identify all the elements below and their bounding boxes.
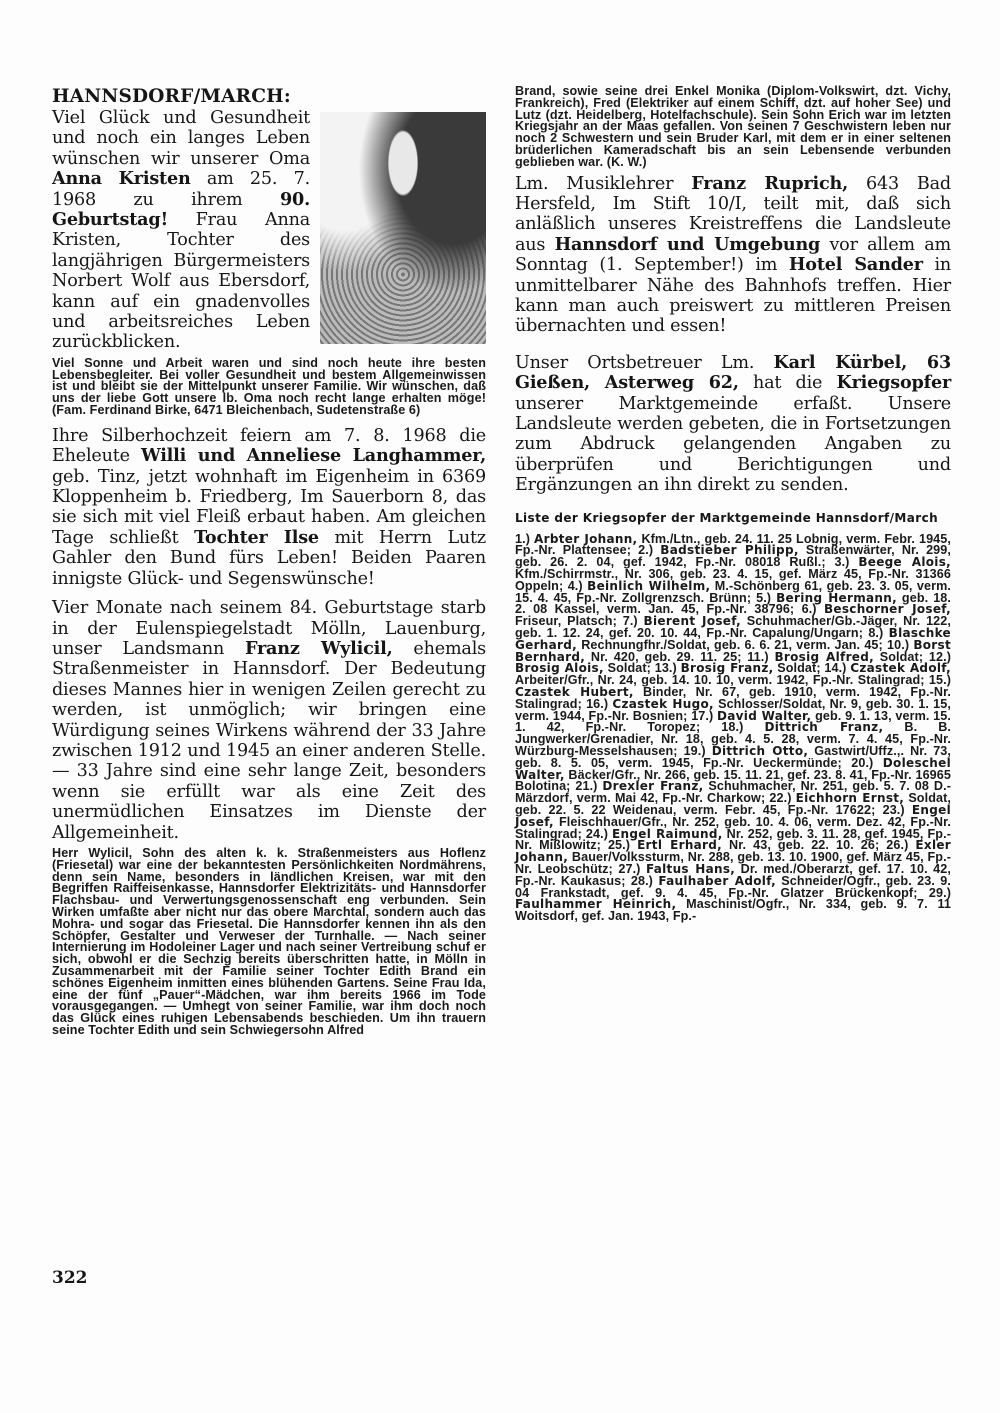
victim-number: 22.) [769,791,796,806]
victim-details: Bauer/Volkssturm, Nr. 288, geb. 13. 10. 1900, gef. März 45, Fp.-Nr. Leobschütz; [515,850,951,876]
victim-details: Nr. 252, geb. 3. 11. 28, gef. 1945, Fp.-Nr. Mißlowitz; [515,826,951,853]
birthday-text: Viel Glück und Gesundheit und noch ein langes Leben wünschen wir unserer Oma Anna Kristen am 25. 7. 1968 zu ihrem 90. Geburtstag! Frau Anna Kristen, Tochter des langjährigen Bürgermeisters Norbert Wolf aus Ebersdorf, kann auf ein gnadenvolles und arbeitsreiches Leben zurückblicken. [52,108,311,353]
name-franz-wylicil: Franz Wylicil, [245,637,393,659]
victim-name: Bering Hermann, [776,590,897,605]
obituary-article: Vier Monate nach seinem 84. Geburtstage starb in der Eulenspiegelstadt Mölln, Lauenburg, unser Landsmann Franz Wylicil, ehemals Straßenmeister in Hannsdorf. Der Bedeutung dieses Mannes hier in wenigen Zeilen gerecht zu werden, ist unmöglich; wir bringen eine Würdigung seines Wirkens während der 33 Jahre zwischen 1912 und 1945 an einer anderen Stelle. — 33 Jahre sind eine sehr lange Zeit, besonders wenn sie erfüllt war als eine Zeit des unermüdlichen Einsatzes im Dienste der Allgemeinheit. [52,598,486,843]
victim-number: 19.) [683,744,712,759]
victim-number: 26.) [886,838,916,853]
silver-wedding-article: Ihre Silberhochzeit feiern am 7. 8. 1968 die Eheleute Willi und Anneliese Langhammer, geb. Tinz, jetzt wohnhaft im Eigenheim in 6369 Kloppenheim b. Friedberg, Im Sauerborn 8, das sie sich mit viel Fleiß erbaut haben. Am gleichen Tage schließt Tochter Ilse mit Herrn Lutz Gahler den Bund fürs Leben! Beiden Paaren innigste Glück- und Segenswünsche! [52,425,487,589]
victim-details: geb. 18. 2. 08 Kassel, verm. Jan. 45, Fp.-Nr. 38796; [515,590,952,617]
victim-name: Eichhorn Ernst, [795,791,905,806]
victim-name: Faltus Hans, [645,861,736,876]
victim-name: Brosig Alfred, [774,649,874,664]
section-heading: HANNSDORF/MARCH: [52,86,291,107]
victim-details: Schuhmacher/Gb.-Jäger, Nr. 122, geb. 1. 12. 24, gef. 20. 10. 44, Fp.-Nr. Capalung/Ungarn; [515,614,951,641]
victim-details: Maschinist/Ogfr., Nr. 334, geb. 9. 7. 11 Woitsdorf, gef. Jan. 1943, Fp.- [515,897,951,924]
victim-number: 1.) [515,531,535,546]
war-victims-notice: Unser Ortsbetreuer Lm. Karl Kürbel, 63 Gießen, Asterweg 62, hat die Kriegsopfer unserer Marktgemeinde erfaßt. Unsere Landsleute werden gebeten, die in Fortsetzungen zum Abdruck gelangenden Angaben zu überprüfen und Berichtigungen und Ergänzungen an ihn direkt zu senden. [515,351,952,496]
victims-list-title: Liste der Kriegsopfer der Marktgemeinde Hannsdorf/March [515,510,939,525]
victim-details: Rechnungfhr./Soldat, geb. 6. 6. 21, verm. Jan. 45; [577,637,888,652]
victim-details: Soldat; [603,661,655,676]
victim-number: 18.) [721,720,765,735]
victim-number: 5.) [756,590,777,605]
victim-details: Nr. 420, geb. 29. 11. 25; [585,649,748,664]
victim-details: Schlosser/Soldat, Nr. 9, geb. 30. 1. 15, verm. 1944, Fp.-Nr. Bosnien; [515,696,951,723]
victim-number: 10.) [887,637,914,652]
victim-name: Ertl Erhard, [637,838,723,853]
victim-name: Blaschke Gerhard, [515,626,951,652]
victim-number: 16.) [586,696,613,711]
victim-name: Czastek Hugo, [612,696,714,711]
page-number: 322 [52,1268,88,1288]
victim-name: Beschorner Josef, [823,602,951,617]
victim-number: 25.) [607,838,638,853]
victim-number: 24.) [585,826,613,841]
victim-details: Kfm./Ltn., geb. 24. 11. 25 Lobnig, verm. Febr. 1945, Fp.-Nr. Plattensee; [515,531,951,558]
victim-number: 3.) [834,555,859,570]
victim-name: Czastek Adolf, [850,661,952,676]
victim-details: Gastwirt/Uffz.,. Nr. 73, geb. 8. 5. 05, verm. 1945, Fp.-Nr. Ueckermünde; [515,744,952,770]
victim-name: Engel Raimund, [612,826,723,841]
victim-number: 28.) [630,873,659,888]
name-karl-kuerbel: Karl Kürbel, 63 Gießen, Asterweg 62, [515,351,951,394]
kriegsopfer-highlight: Kriegsopfer [836,372,952,394]
victim-details: Arbeiter/Gfr., Nr. 24, geb. 14. 10. 10, verm. 1942, Fp.-Nr. Stalingrad; [515,673,929,688]
left-column [52,86,486,1037]
victim-number: 13.) [654,661,681,676]
victim-name: Faulhaber Adolf, [658,873,776,888]
victim-number: 8.) [868,626,889,641]
victim-number: 12.) [928,649,952,664]
victim-number: 21.) [575,779,603,794]
victim-number: 20.) [851,755,883,770]
victim-number: 29.) [928,885,951,900]
hannsdorf-umgebung: Hannsdorf und Umgebung [554,233,821,255]
victim-name: Badstieber Philipp, [660,543,799,558]
victims-list [515,531,952,924]
birthday-small-text: Viel Sonne und Arbeit waren und sind noch heute ihre besten Lebensbegleiter. Bei voller Gesundheit und bestem Allgemeinwissen ist und bleibt sie der Mittelpunkt unserer Familie. Wir wünschen, daß uns der liebe Gott unsere lb. Oma noch recht lange erhalten möge! (Fam. Ferdinand Birke, 6471 Bleichenbach, Sudetenstraße 6) [52,355,486,418]
victim-details: Nr. 43, geb. 22. 10. 26; [722,838,887,853]
obituary-small-text: Herr Wylicil, Sohn des alten k. k. Straßenmeisters aus Hoflenz (Friesetal) war eine der bekanntesten Persönlichkeiten Nordmährens, denn sein Name, besonders in ländlichen Kreisen, war mit den Begriffen Raiffeisenkasse, Hannsdorfer Elektrizitäts- und Hannsdorfer Flachsbau- und Verwertungsgenossenschaft eng verbunden. Sein Wirken umfaßte aber nicht nur das obere Marchtal, sondern auch das Mohra- und sogar das Friesetal. Die Hannsdorfer kennen ihn als den Schöpfer, Gestalter und Verweser der Turnhalle. — Nach seiner Internierung im Hodoleiner Lager und nach seiner Vertreibung schuf er sich, obwohl er die Sechzig bereits überschritten hatte, in Mölln in Zusammenarbeit mit der Familie seiner Tochter Edith Brand ein schönes Eigenheim inmitten eines blühenden Gartens. Seine Frau Ida, eine der fünf „Pauer“-Mädchen, war ihm bereits 1966 im Tode vorausgegangen. — Umhegt von seiner Familie, war ihm doch noch das Glück eines ruhigen Lebensabends beschieden. Um ihn trauern seine Tochter Edith und sein Schwiegersohn Alfred [52,845,486,1037]
victim-number: 2.) [638,543,661,558]
birthday-highlight: 90. Geburtstag! [52,188,310,231]
victim-number: 7.) [622,614,644,629]
victim-number: 6.) [801,602,824,617]
victim-details: M.-Schönberg 61, geb. 23. 3. 05, verm. 15. 4. 45, Fp.-Nr. Zollgrenzsch. Brünn; [515,578,951,605]
obituary-continuation: Brand, sowie seine drei Enkel Monika (Diplom-Volkswirt, dzt. Vichy, Frankreich), Fred (Elektriker auf einem Schiff, dzt. auf hoher See) und Lutz (dzt. Heidelberg, Hotelfachschule). Sein Sohn Erich war im letzten Kriegsjahr an der Maas gefallen. Von seinen 7 Geschwistern leben nur noch 2 Schwestern und sein Bruder Karl, mit dem er in einer seltenen brüderlichen Kameradschaft bis an sein Lebensende verbunden geblieben war. (K. W.) [515,84,951,169]
birthday-article [52,108,486,353]
victim-number: 15.) [928,673,951,688]
victim-name: Drexler Franz, [602,779,704,794]
victim-details: Kfm./Schirrmstr., Nr. 306, geb. 23. 4. 15, gef. März 45, Fp.-Nr. 31366 Oppeln; [515,567,951,593]
name-anna-kristen: Anna Kristen [52,168,191,190]
victim-details: Straßenwärter, Nr. 299, geb. 26. 2. 04, gef. 1942, Fp.-Nr. 08018 Rußl.; [515,543,951,570]
victim-details: B. B. Jungwerker/Grenadier, Nr. 18, geb. 4. 5. 28, verm. 7. 4. 45, Fp.-Nr. Würzburg-Messelshausen; [515,720,951,759]
victim-name: Dittrich Franz, [764,720,884,735]
victim-name: Faulhammer Heinrich, [515,897,677,912]
victim-number: 4.) [567,578,588,593]
hotel-sander: Hotel Sander [788,254,923,276]
victim-number: 14.) [824,661,851,676]
victim-name: Beege Alois, [858,555,951,570]
victim-details: Soldat; [773,661,825,676]
victim-name: Doleschel Walter, [515,755,951,782]
portrait-photo [320,112,486,344]
victim-details: Schuhmacher, Nr. 251, geb. 5. 7. 08 D.-Märzdorf, verm. Mai 42, Fp.-Nr. Charkow; [515,779,951,806]
victim-name: Exler Johann, [515,838,952,865]
meeting-notice: Lm. Musiklehrer Franz Ruprich, 643 Bad Hersfeld, Im Stift 10/I, teilt mit, daß sich anläßlich unseres Kreistreffens die Landsleute aus Hannsdorf und Umgebung vor allem am Sonntag (1. September!) im Hotel Sander in unmittelbarer Nähe des Bahnhofs treffen. Hier kann man auch preiswert zu mittleren Preisen übernachten und essen! [515,172,951,337]
victim-name: Bierent Josef, [643,614,741,629]
victim-details: Dr. med./Oberarzt, gef. 17. 10. 42, Fp.-Nr. Kaukasus; [515,861,951,888]
victim-number: 23.) [882,803,912,817]
victim-name: Borst Bernhard, [515,637,951,664]
victim-details: Soldat; [873,649,929,664]
victim-name: Beinlich Wilhelm, [587,578,711,593]
name-langhammer: Willi und Anneliese Langhammer, [140,445,487,467]
victim-number: 27.) [618,861,646,876]
victim-name: David Walter, [717,708,812,723]
victim-name: Brosig Alois, [515,661,604,676]
victim-name: Czastek Hubert, [515,685,634,700]
victim-name: Engel Josef, [515,803,951,829]
victim-details: Bäcker/Gfr., Nr. 266, geb. 15. 11. 21, gef. 23. 8. 41, Fp.-Nr. 16965 Bolotina; [515,767,951,794]
name-tochter-ilse: Tochter Ilse [194,526,319,548]
victim-details: Soldat, geb. 22. 5. 22 Weidenau, verm. Febr. 45, Fp.-Nr. 17622; [515,791,951,817]
victim-details: geb. 9. 1. 13, verm. 15. 1. 42, Fp.-Nr. Toropez; [515,708,951,735]
victim-number: 17.) [691,708,717,723]
right-column [515,86,951,923]
victim-name: Brosig Franz, [680,661,774,676]
victim-name: Arbter Johann, [534,531,638,546]
name-franz-ruprich: Franz Ruprich, [691,172,849,194]
victim-name: Dittrich Otto, [711,744,809,759]
victim-details: Friseur, Platsch; [515,614,623,629]
victim-details: Binder, Nr. 67, geb. 1910, verm. 1942, Fp.-Nr. Stalingrad; [515,685,952,711]
victim-details: Schneider/Ogfr., geb. 23. 9. 04 Frankstadt, gef. 9. 4. 45, Fp.-Nr. Glatzer Brückenkopf; [515,873,952,900]
victim-number: 11.) [747,649,775,664]
victim-details: Fleischhauer/Gfr., Nr. 252, geb. 10. 4. 06, verm. Dez. 42, Fp.-Nr. Stalingrad; [515,814,951,841]
